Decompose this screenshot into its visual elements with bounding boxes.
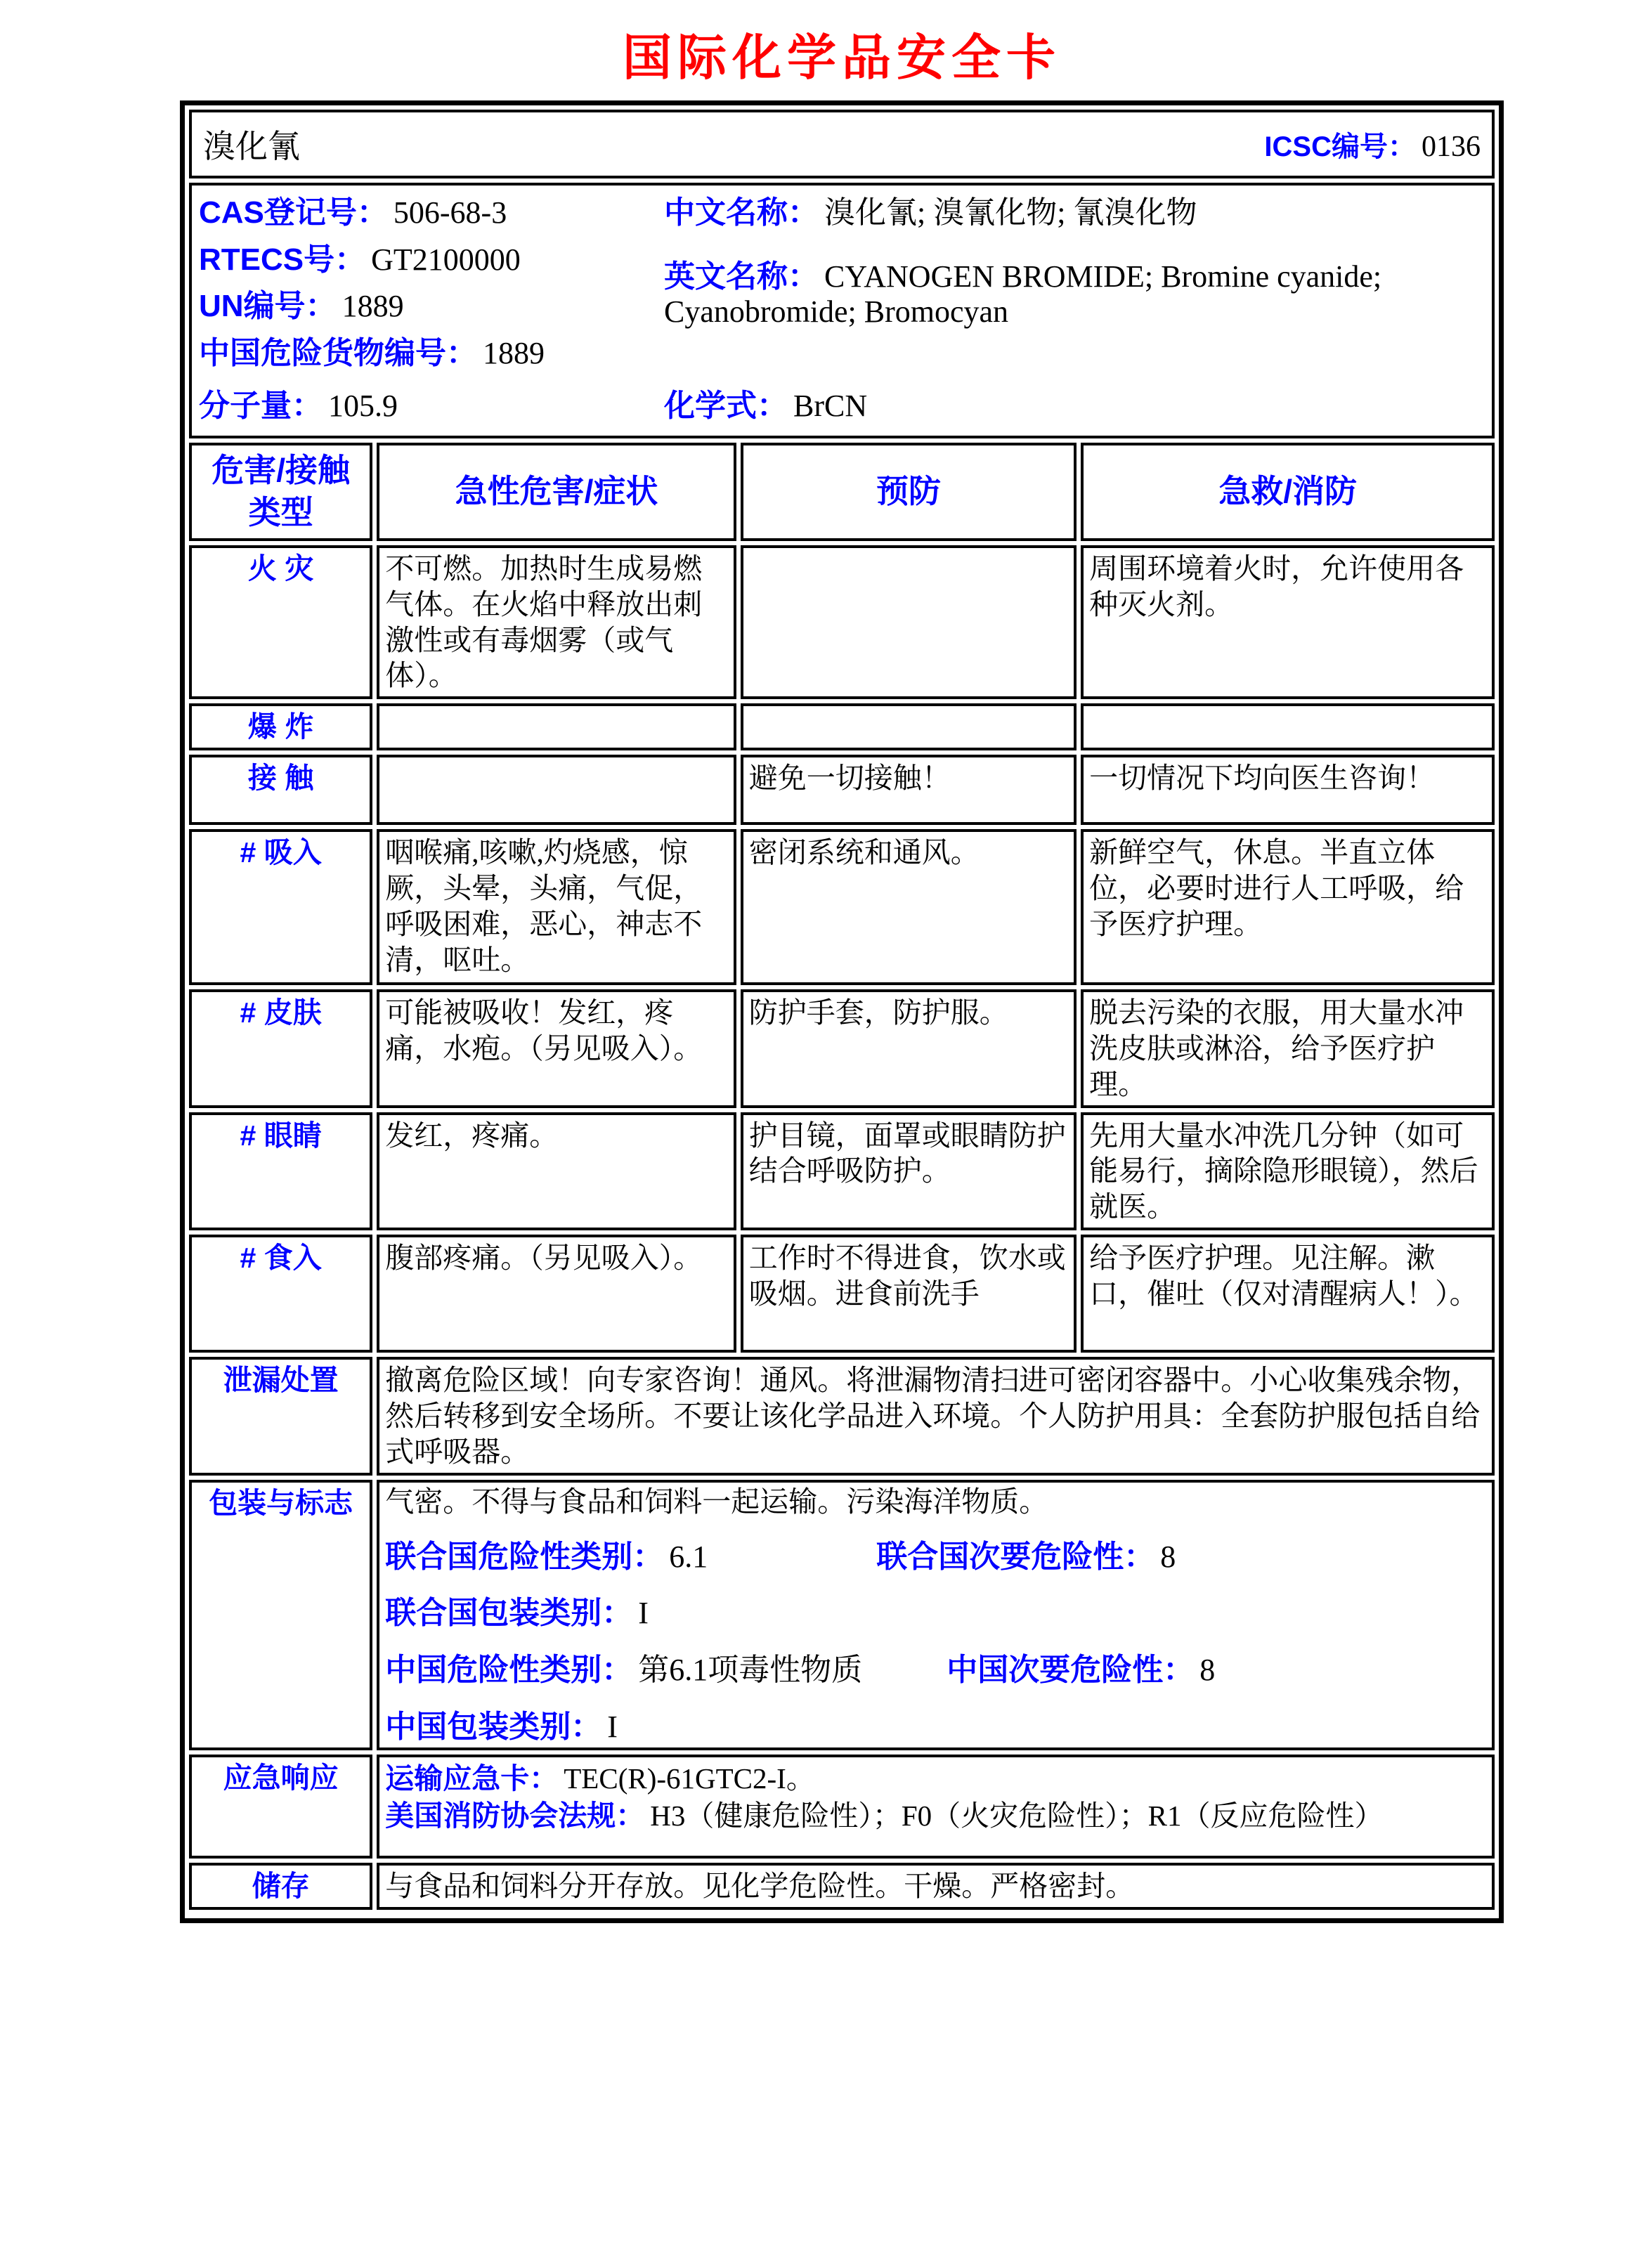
china-dg-label: 中国危险货物编号： bbox=[199, 335, 477, 370]
cas-value: 506-68-3 bbox=[393, 195, 507, 230]
un-value: 1889 bbox=[342, 289, 404, 324]
row-emergency-label: 应急响应 bbox=[189, 1755, 372, 1859]
ingestion-prevention-cell: 工作时不得进食，饮水或吸烟。进食前洗手 bbox=[741, 1235, 1077, 1353]
contact-symptoms-cell bbox=[377, 755, 736, 825]
explosion-symptoms-cell bbox=[377, 703, 736, 750]
contact-firstaid-cell: 一切情况下均向医生咨询！ bbox=[1081, 755, 1495, 825]
tec-value: TEC(R)-61GTC2-I。 bbox=[564, 1762, 815, 1795]
row-inhalation bbox=[189, 829, 1495, 985]
un-class-value: 6.1 bbox=[669, 1539, 708, 1574]
inhalation-symptoms-cell: 咽喉痛,咳嗽,灼烧感，惊厥，头晕，头痛，气促，呼吸困难，恶心，神志不清，呕吐。 bbox=[377, 829, 736, 985]
inhalation-prevention-cell: 密闭系统和通风。 bbox=[741, 829, 1077, 985]
fire-firstaid-cell: 周围环境着火时，允许使用各种灭火剂。 bbox=[1081, 545, 1495, 699]
row-packaging-labelling bbox=[189, 1480, 1495, 1751]
molecular-weight-value: 105.9 bbox=[328, 389, 398, 424]
icsc-label: ICSC编号： bbox=[1264, 131, 1416, 162]
un-packing-value: I bbox=[638, 1596, 649, 1631]
skin-prevention-cell: 防护手套，防护服。 bbox=[741, 989, 1077, 1107]
cn-packing-label: 中国包装类别： bbox=[385, 1709, 602, 1744]
safety-card bbox=[180, 100, 1504, 1923]
cn-class-value: 第6.1项毒性物质 bbox=[638, 1652, 863, 1687]
row-packaging-label: 包装与标志 bbox=[189, 1480, 372, 1751]
eyes-symptoms-cell: 发红，疼痛。 bbox=[377, 1112, 736, 1230]
card-header-row bbox=[189, 110, 1495, 178]
row-skin bbox=[189, 989, 1495, 1107]
cn-class-label: 中国危险性类别： bbox=[385, 1652, 633, 1687]
row-storage-label: 储存 bbox=[189, 1863, 372, 1910]
row-contact bbox=[189, 755, 1495, 825]
molecular-weight-label: 分子量： bbox=[199, 389, 323, 424]
rtecs-label: RTECS号： bbox=[199, 242, 366, 277]
cn-class-line bbox=[385, 1653, 1486, 1688]
china-dg-value: 1889 bbox=[483, 335, 545, 370]
cn-packing-value: I bbox=[607, 1709, 618, 1744]
inhalation-firstaid-cell: 新鲜空气，休息。半直立体位，必要时进行人工呼吸，给予医疗护理。 bbox=[1081, 829, 1495, 985]
row-spill-label: 泄漏处置 bbox=[189, 1357, 372, 1475]
packaging-note: 气密。不得与食品和饲料一起运输。污染海洋物质。 bbox=[385, 1485, 1048, 1518]
hazard-table bbox=[185, 438, 1499, 1914]
row-eyes-label: # 眼睛 bbox=[189, 1112, 372, 1230]
chinese-names-row bbox=[664, 195, 1481, 231]
fire-symptoms-cell: 不可燃。加热时生成易燃气体。在火焰中释放出刺激性或有毒烟雾（或气体）。 bbox=[377, 545, 736, 699]
cn-subsidiary-value: 8 bbox=[1199, 1652, 1216, 1687]
un-packing-label: 联合国包装类别： bbox=[385, 1596, 633, 1631]
spill-text-cell: 撤离危险区域！向专家咨询！通风。将泄漏物清扫进可密闭容器中。小心收集残余物，然后转移到安全场所。不要让该化学品进入环境。个人防护用具：全套防护服包括自给式呼吸器。 bbox=[377, 1357, 1495, 1475]
un-class-line bbox=[385, 1540, 1486, 1575]
row-ingestion bbox=[189, 1235, 1495, 1353]
tec-line bbox=[385, 1760, 1486, 1797]
identifiers-box bbox=[189, 183, 1495, 438]
row-emergency-response bbox=[189, 1755, 1495, 1859]
formula-label: 化学式： bbox=[664, 389, 788, 424]
chemical-name: 溴化氰 bbox=[203, 129, 300, 164]
storage-text-cell: 与食品和饲料分开存放。见化学危险性。干燥。严格密封。 bbox=[377, 1863, 1495, 1910]
row-ingestion-label: # 食入 bbox=[189, 1235, 372, 1353]
identifiers-left-column bbox=[199, 195, 649, 424]
explosion-firstaid-cell bbox=[1081, 703, 1495, 750]
eyes-firstaid-cell: 先用大量水冲洗几分钟（如可能易行，摘除隐形眼镜），然后就医。 bbox=[1081, 1112, 1495, 1230]
hazard-table-header bbox=[189, 443, 1495, 541]
row-storage bbox=[189, 1863, 1495, 1910]
row-inhalation-label: # 吸入 bbox=[189, 829, 372, 985]
nfpa-label: 美国消防协会法规： bbox=[385, 1799, 645, 1833]
ingestion-firstaid-cell: 给予医疗护理。见注解。漱口，催吐（仅对清醒病人！）。 bbox=[1081, 1235, 1495, 1353]
china-dg-number-row bbox=[199, 336, 649, 372]
row-eyes bbox=[189, 1112, 1495, 1230]
row-fire-label: 火 灾 bbox=[189, 545, 372, 699]
chinese-names-label: 中文名称： bbox=[664, 195, 819, 230]
identifiers-right-column bbox=[649, 195, 1481, 424]
cas-number-row bbox=[199, 195, 649, 231]
page-title: 国际化学品安全卡 bbox=[623, 32, 1061, 86]
cn-packing-line bbox=[385, 1710, 1486, 1745]
col-header-symptoms: 急性危害/症状 bbox=[377, 443, 736, 541]
english-names-value: CYANOGEN BROMIDE; Bromine cyanide; Cyanobromide; Bromocyan bbox=[664, 259, 1382, 330]
skin-firstaid-cell: 脱去污染的衣服，用大量水冲洗皮肤或淋浴，给予医疗护理。 bbox=[1081, 989, 1495, 1107]
un-number-row bbox=[199, 289, 649, 325]
un-subsidiary-label: 联合国次要危险性： bbox=[876, 1539, 1155, 1574]
cn-subsidiary-label: 中国次要危险性： bbox=[947, 1652, 1195, 1687]
col-header-firstaid: 急救/消防 bbox=[1081, 443, 1495, 541]
english-names-label: 英文名称： bbox=[664, 259, 819, 294]
formula-row bbox=[664, 389, 1481, 424]
eyes-prevention-cell: 护目镜，面罩或眼睛防护结合呼吸防护。 bbox=[741, 1112, 1077, 1230]
row-spill-disposal bbox=[189, 1357, 1495, 1475]
un-label: UN编号： bbox=[199, 289, 337, 324]
explosion-prevention-cell bbox=[741, 703, 1077, 750]
emergency-content-cell bbox=[377, 1755, 1495, 1859]
formula-value: BrCN bbox=[793, 389, 868, 424]
fire-prevention-cell bbox=[741, 545, 1077, 699]
row-skin-label: # 皮肤 bbox=[189, 989, 372, 1107]
un-packing-line bbox=[385, 1596, 1486, 1632]
english-names-row bbox=[664, 259, 1481, 330]
skin-symptoms-cell: 可能被吸收！发红，疼痛，水疱。（另见吸入）。 bbox=[377, 989, 736, 1107]
icsc-number bbox=[1264, 124, 1481, 164]
col-header-prevention: 预防 bbox=[741, 443, 1077, 541]
rtecs-value: GT2100000 bbox=[371, 242, 521, 277]
row-contact-label: 接 触 bbox=[189, 755, 372, 825]
row-fire bbox=[189, 545, 1495, 699]
tec-label: 运输应急卡： bbox=[385, 1762, 559, 1795]
icsc-value: 0136 bbox=[1422, 130, 1481, 163]
nfpa-line bbox=[385, 1797, 1486, 1835]
packaging-content-cell bbox=[377, 1480, 1495, 1751]
row-explosion bbox=[189, 703, 1495, 750]
row-explosion-label: 爆 炸 bbox=[189, 703, 372, 750]
rtecs-number-row bbox=[199, 242, 649, 278]
nfpa-value: H3（健康危险性）；F0（火灾危险性）；R1（反应危险性） bbox=[650, 1799, 1384, 1833]
cas-label: CAS登记号： bbox=[199, 195, 388, 230]
un-class-label: 联合国危险性类别： bbox=[385, 1539, 664, 1574]
col-header-hazard-type: 危害/接触 类型 bbox=[189, 443, 372, 541]
molecular-weight-row bbox=[199, 389, 649, 424]
ingestion-symptoms-cell: 腹部疼痛。（另见吸入）。 bbox=[377, 1235, 736, 1353]
contact-prevention-cell: 避免一切接触！ bbox=[741, 755, 1077, 825]
un-subsidiary-value: 8 bbox=[1160, 1539, 1176, 1574]
chinese-names-value: 溴化氰; 溴氰化物; 氰溴化物 bbox=[824, 195, 1197, 230]
